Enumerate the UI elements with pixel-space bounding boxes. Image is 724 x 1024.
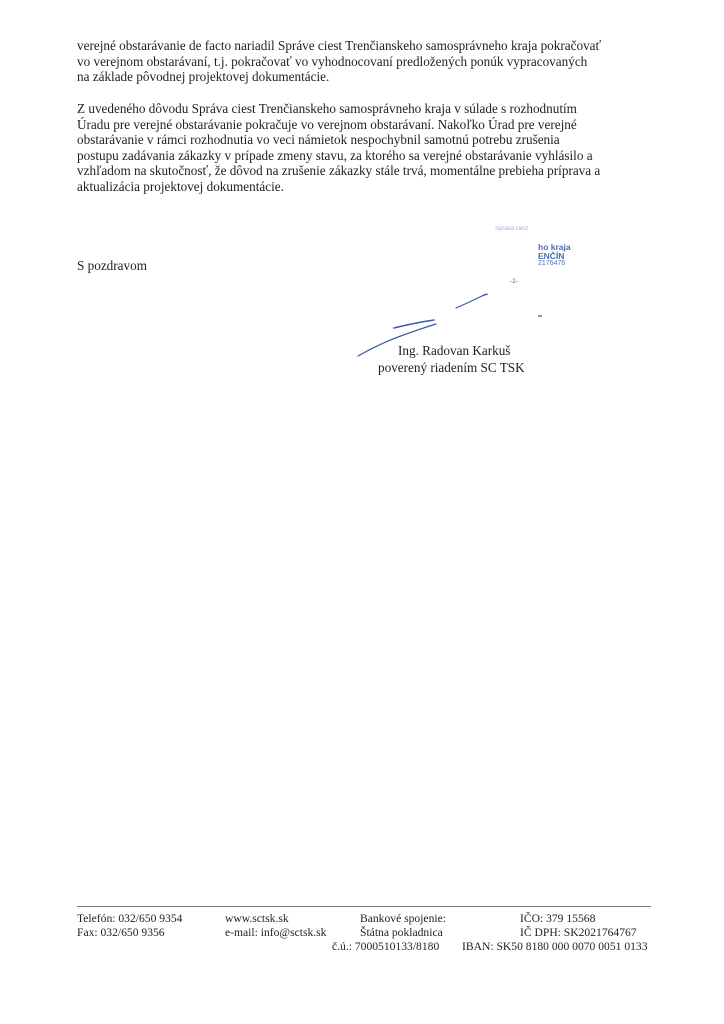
stamp-text: -1-	[510, 278, 518, 285]
paragraph-1-line: vo verejnom obstarávaní, t.j. pokračovať vo vyhodnocovaní predložených ponúk vypracovaných	[77, 53, 588, 69]
footer-contact-phone	[77, 912, 182, 939]
footer-iban-value: IBAN: SK50 8180 000 0070 0051 0133	[462, 940, 648, 953]
signer-name: Ing. Radovan Karkuš	[398, 343, 511, 358]
footer-bank-label: Bankové spojenie:	[360, 912, 446, 925]
stamp-text: Správa ciest	[495, 226, 529, 232]
footer-web: www.sctsk.sk	[225, 912, 289, 925]
footer-ico: IČO: 379 15568	[520, 912, 596, 925]
paragraph-2-line: Úradu pre verejné obstarávanie pokračuje vo verejnom obstarávaní. Nakoľko Úrad pre verejné	[77, 116, 577, 132]
paragraph-2-line: postupu zadávania zákazky v prípade zmeny stavu, za ktorého sa verejné obstarávanie vyhlásilo a	[77, 147, 593, 163]
stamp-text: 2176476	[538, 260, 566, 267]
footer-phone: Telefón: 032/650 9354	[77, 912, 183, 925]
footer-contact-web	[225, 912, 326, 939]
footer-account	[332, 940, 439, 954]
greeting: S pozdravom	[77, 258, 147, 273]
paragraph-1	[77, 38, 651, 85]
paragraph-2	[77, 101, 651, 195]
footer-email: e-mail: info@sctsk.sk	[225, 925, 327, 939]
footer-tax-ids	[520, 912, 637, 939]
paragraph-2-line: aktualizácia projektovej dokumentácie.	[77, 178, 284, 194]
stamp-text: ENČÍN	[538, 251, 565, 261]
footer-divider	[77, 906, 651, 907]
footer-account-number: č.ú.: 7000510133/8180	[332, 940, 440, 953]
paragraph-2-line: Z uvedeného dôvodu Správa ciest Trenčianskeho samosprávneho kraja v súlade s rozhodnutím	[77, 101, 577, 116]
footer-bank-name: Štátna pokladnica	[360, 925, 443, 939]
stamp-text: ho kraja	[538, 242, 571, 252]
footer-fax: Fax: 032/650 9356	[77, 925, 165, 939]
footer-dic: IČ DPH: SK2021764767	[520, 925, 637, 939]
signer-role: poverený riadením SC TSK	[378, 360, 525, 375]
paragraph-1-line: na základe pôvodnej projektovej dokumentácie.	[77, 69, 330, 85]
paragraph-1-line: verejné obstarávanie de facto nariadil Správe ciest Trenčianskeho samosprávneho kraja pokračovať	[77, 38, 602, 53]
footer-iban	[462, 940, 648, 954]
paragraph-2-line: vzhľadom na skutočnosť, že dôvod na zrušenie zákazky stále trvá, momentálne prebieha príprava a	[77, 163, 601, 179]
paragraph-2-line: obstarávanie v rámci rozhodnutia vo veci námietok nespochybnil samotnú potrebu zrušenia	[77, 132, 560, 148]
footer-bank	[360, 912, 446, 939]
